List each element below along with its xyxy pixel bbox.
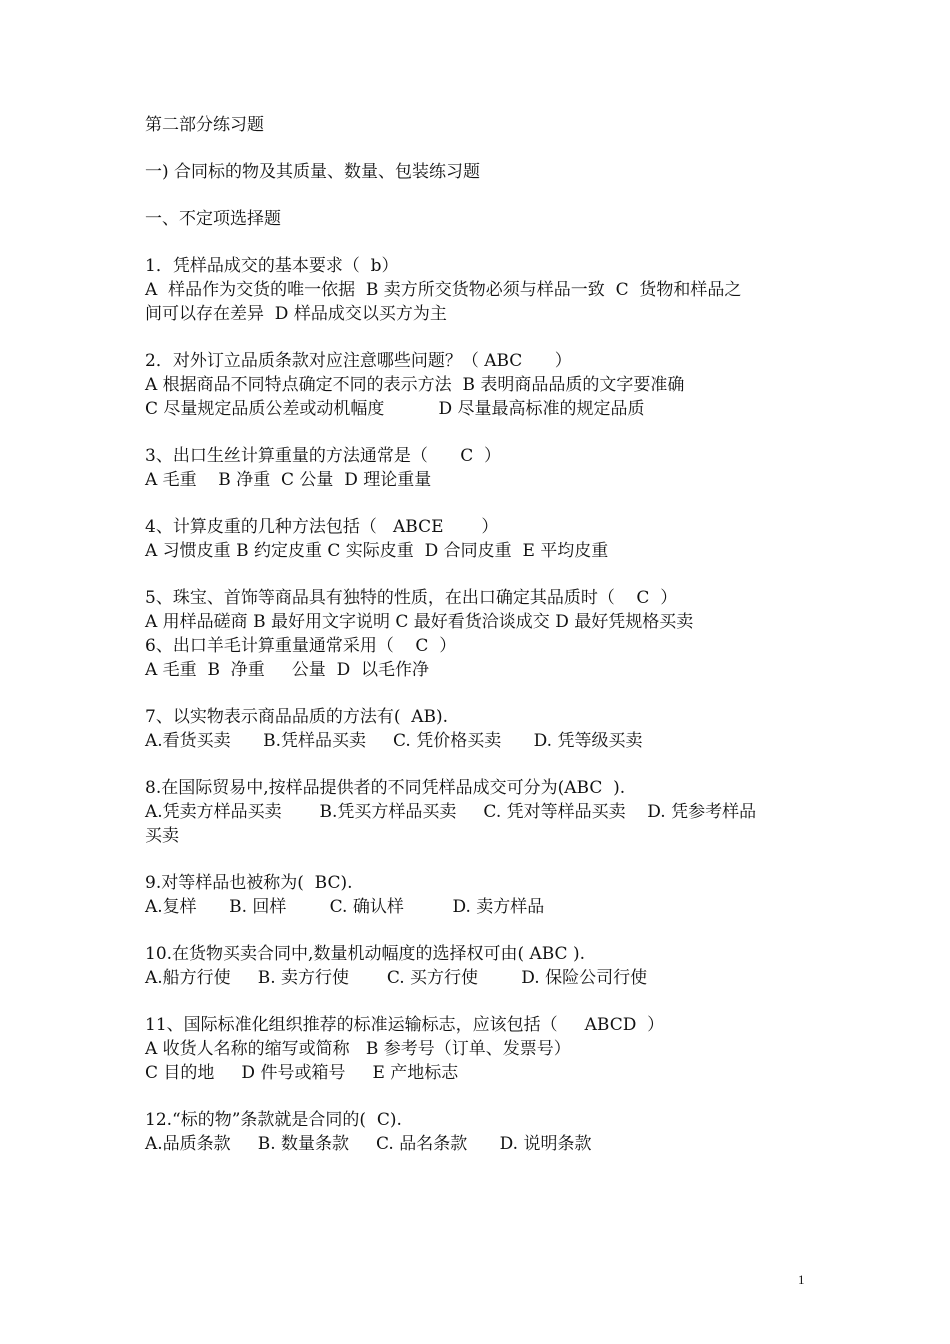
question-line: A 收货人名称的缩写或简称 B 参考号（订单、发票号） [145, 1039, 571, 1059]
question-10 [145, 942, 825, 990]
question-line: 10.在货物买卖合同中,数量机动幅度的选择权可由( ABC ). [145, 944, 586, 964]
question-7 [145, 705, 825, 753]
section-title: 一) 合同标的物及其质量、数量、包装练习题 [145, 162, 481, 182]
question-line: A 根据商品不同特点确定不同的表示方法 B 表明商品品质的文字要准确 [145, 375, 685, 395]
question-line: 11、国际标准化组织推荐的标准运输标志，应该包括（ ABCD ） [145, 1015, 665, 1035]
document-body [145, 113, 825, 1156]
question-line: A.船方行使 B. 卖方行使 C. 买方行使 D. 保险公司行使 [145, 968, 648, 988]
question-9 [145, 871, 825, 919]
question-5-6 [145, 586, 825, 682]
question-3 [145, 444, 825, 492]
question-line: A 用样品磋商 B 最好用文字说明 C 最好看货洽谈成交 D 最好凭规格买卖 [145, 612, 694, 632]
question-line: 4、计算皮重的几种方法包括（ ABCE ） [145, 517, 499, 537]
question-11 [145, 1013, 825, 1085]
question-line: 买卖 [145, 826, 179, 846]
question-line: 3、出口生丝计算重量的方法通常是（ C ） [145, 446, 502, 466]
question-line: 2．对外订立品质条款对应注意哪些问题？（ ABC ） [145, 351, 572, 371]
question-line: A.品质条款 B. 数量条款 C. 品名条款 D. 说明条款 [145, 1134, 592, 1154]
question-line: A 毛重 B 净重 公量 D 以毛作净 [145, 660, 430, 680]
question-line: 5、珠宝、首饰等商品具有独特的性质，在出口确定其品质时（ C ） [145, 588, 678, 608]
question-line: 7、以实物表示商品品质的方法有( AB). [145, 707, 449, 727]
question-1 [145, 254, 825, 326]
question-line: A.凭卖方样品买卖 B.凭买方样品买卖 C. 凭对等样品买卖 D. 凭参考样品 [145, 802, 757, 822]
question-line: 1．凭样品成交的基本要求（ b） [145, 256, 399, 276]
question-line: 6、出口羊毛计算重量通常采用（ C ） [145, 636, 457, 656]
question-2 [145, 349, 825, 421]
question-12 [145, 1108, 825, 1156]
page-title: 第二部分练习题 [145, 115, 264, 135]
question-line: A 习惯皮重 B 约定皮重 C 实际皮重 D 合同皮重 E 平均皮重 [145, 541, 609, 561]
question-line: A 样品作为交货的唯一依据 B 卖方所交货物必须与样品一致 C 货物和样品之 [145, 280, 742, 300]
question-line: C 尽量规定品质公差或动机幅度 D 尽量最高标准的规定品质 [145, 399, 645, 419]
question-line: A.看货买卖 B.凭样品买卖 C. 凭价格买卖 D. 凭等级买卖 [145, 731, 643, 751]
page-number: 1 [798, 1272, 805, 1287]
subsection-title: 一、不定项选择题 [145, 209, 281, 229]
question-8 [145, 776, 825, 848]
question-4 [145, 515, 825, 563]
question-line: C 目的地 D 件号或箱号 E 产地标志 [145, 1063, 459, 1083]
question-line: 9.对等样品也被称为( BC). [145, 873, 353, 893]
question-line: A 毛重 B 净重 C 公量 D 理论重量 [145, 470, 432, 490]
question-line: 8.在国际贸易中,按样品提供者的不同凭样品成交可分为(ABC ). [145, 778, 626, 798]
question-line: A.复样 B. 回样 C. 确认样 D. 卖方样品 [145, 897, 545, 917]
question-line: 12.“标的物”条款就是合同的( C). [145, 1110, 402, 1130]
question-line: 间可以存在差异 D 样品成交以买方为主 [145, 304, 447, 324]
